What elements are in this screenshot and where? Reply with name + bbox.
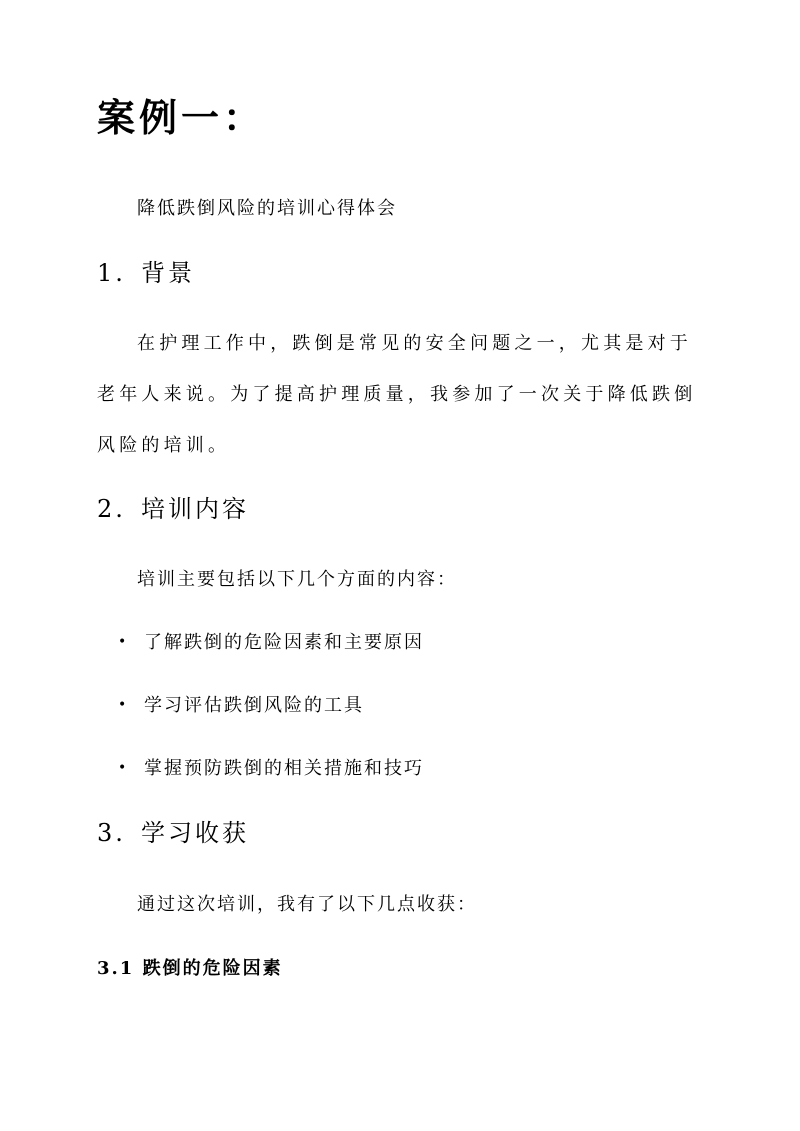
section-heading-learning-gains [97,818,249,848]
list-item-text: 了解跌倒的危险因素和主要原因 [144,632,424,653]
subsection-heading [97,957,283,981]
section-heading-training-content [97,494,249,524]
list-item [118,693,364,718]
page-title: 案例一： [97,95,266,140]
gains-intro: 通过这次培训，我有了以下几点收获： [137,894,477,915]
training-intro: 培训主要包括以下几个方面的内容： [137,569,457,590]
section-number: 3. [97,819,126,847]
section-title: 培训内容 [141,495,249,523]
background-paragraph: 在护理工作中，跌倒是常见的安全问题之一，尤其是对于老年人来说。为了提高护理质量，我参加了一次关于降低跌倒风险的培训。 [97,333,697,456]
list-item [118,756,424,781]
bullet-marker: • [118,634,129,650]
section-number: 2. [97,495,126,523]
list-item-text: 掌握预防跌倒的相关措施和技巧 [144,758,424,779]
bullet-marker: • [118,760,129,776]
bullet-marker: • [118,697,129,713]
subsection-title: 跌倒的危险因素 [142,958,283,979]
subsection-number: 3.1 [97,958,135,979]
list-item-text: 学习评估跌倒风险的工具 [144,695,364,716]
section-title: 学习收获 [141,819,249,847]
section-number: 1. [97,259,126,287]
subtitle: 降低跌倒风险的培训心得体会 [137,198,397,219]
list-item [118,630,424,655]
section-title: 背景 [141,259,195,287]
section-heading-background [97,258,195,288]
